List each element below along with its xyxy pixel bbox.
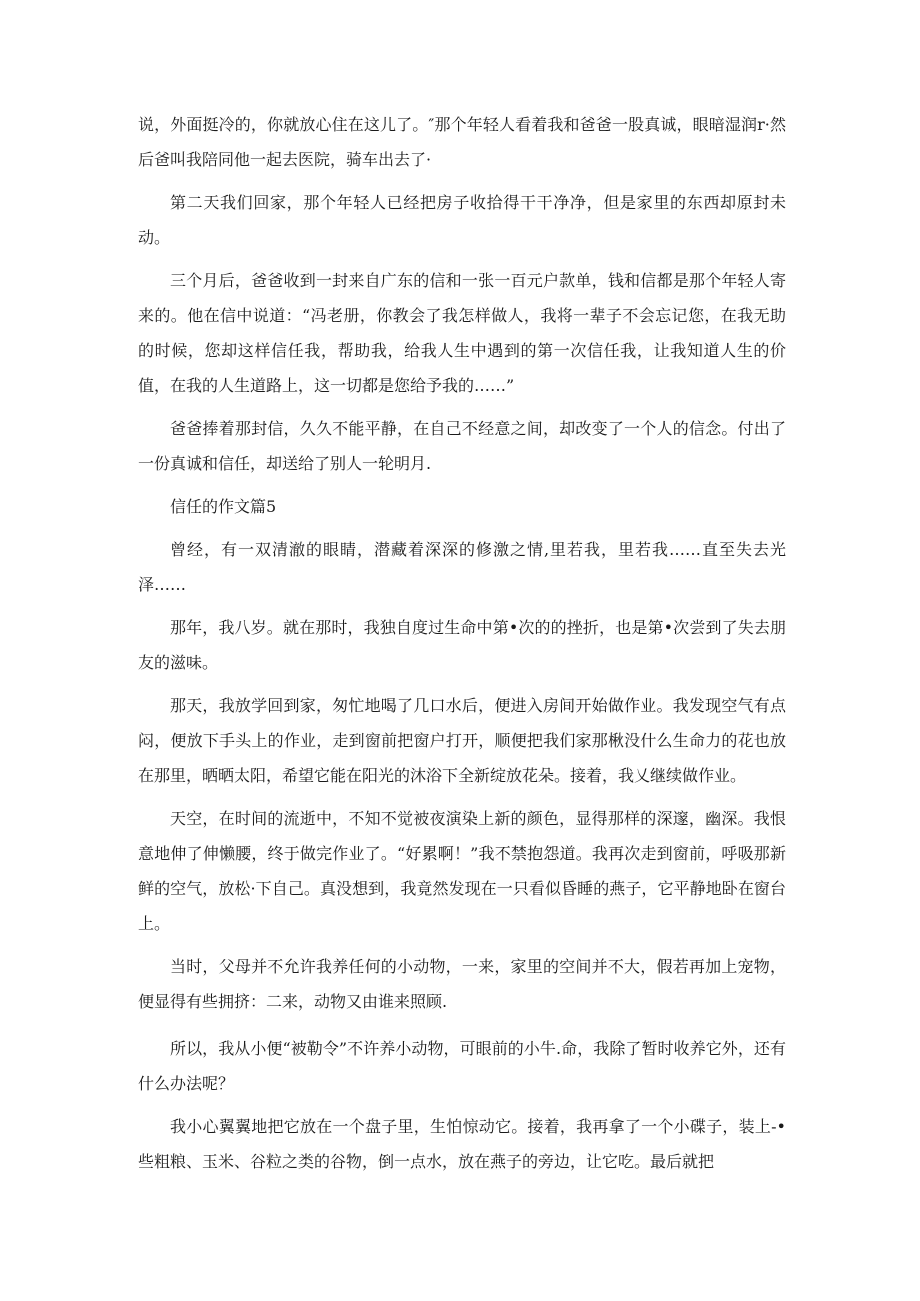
paragraph-12: 我小心翼翼地把它放在一个盘子里，生怕惊动它。接着，我再拿了一个小碟子，装上-•些粗粮、玉米、谷粒之类的谷物，倒一点水，放在燕子的旁边，让它吃。最后就把 — [138, 1117, 786, 1171]
document-body — [138, 107, 786, 1187]
paragraph-8: 那天，我放学回到家，匆忙地喝了几口水后，便进入房间开始做作业。我发现空气有点闷，便放下手头上的作业，走到窗前把窗户打开，顺便把我们家那楸没什么生命力的花也放在那里，晒晒太阳，希望它能在阳光的沐浴下全新绽放花朵。接着，我乂继续做作业。 — [138, 696, 786, 785]
paragraph-4: 爸爸捧着那封信，久久不能平静，在自己不经意之间，却改变了一个人的信念。付出了一份真诚和信任，却送给了别人一轮明月. — [138, 419, 786, 473]
paragraph-9: 天空，在时间的流逝中，不知不觉被夜演染上新的颜色，显得那样的深邃，幽深。我恨意地伸了伸懒腰，终于做完作业了。“好累啊！”我不禁抱怨道。我再次走到窗前，呼吸那新鲜的空气，放松·下自己。真没想到，我竟然发现在一只看似昏睡的燕子，它平静地卧在窗台上。 — [138, 809, 786, 933]
paragraph-10: 当时，父母并不允许我养任何的小动物，一来，家里的空间并不大，假若再加上宠物，便显得有些拥挤：二来，动物又由谁来照顾. — [138, 957, 786, 1011]
paragraph-6: 曾经，有一双清澈的眼睛，潜藏着深深的修激之情,里若我，里若我……直至失去光泽…… — [138, 540, 786, 594]
paragraph-1: 说，外面挺冷的，你就放心住在这儿了。″那个年轻人看着我和爸爸一股真诚，眼暗湿润r·然后爸叫我陪同他一起去医院，骑车出去了· — [138, 115, 786, 169]
section-heading: 信任的作文篇5 — [170, 497, 277, 516]
paragraph-3: 三个月后，爸爸收到一封来自广东的信和一张一百元户款单，钱和信都是那个年轻人寄来的。他在信中说道：“冯老册，你教会了我怎样做人，我将一辈子不会忘记您，在我无助的时候，您却这样信任我，帮助我，给我人生中遇到的第一次信任我，让我知道人生的价值，在我的人生道路上，这一切都是您给予我的……” — [138, 271, 786, 395]
paragraph-2: 第二天我们回家，那个年轻人已经把房子收拾得干干净净，但是家里的东西却原封未动。 — [138, 193, 786, 247]
paragraph-11: 所以，我从小便“被勒令”不许养小动物，可眼前的小牛.命，我除了暂时收养它外，还有什么办法呢？ — [138, 1039, 786, 1093]
paragraph-7: 那年，我八岁。就在那时，我独自度过生命中第•次的的挫折，也是第•次尝到了失去朋友的滋味。 — [138, 618, 786, 672]
